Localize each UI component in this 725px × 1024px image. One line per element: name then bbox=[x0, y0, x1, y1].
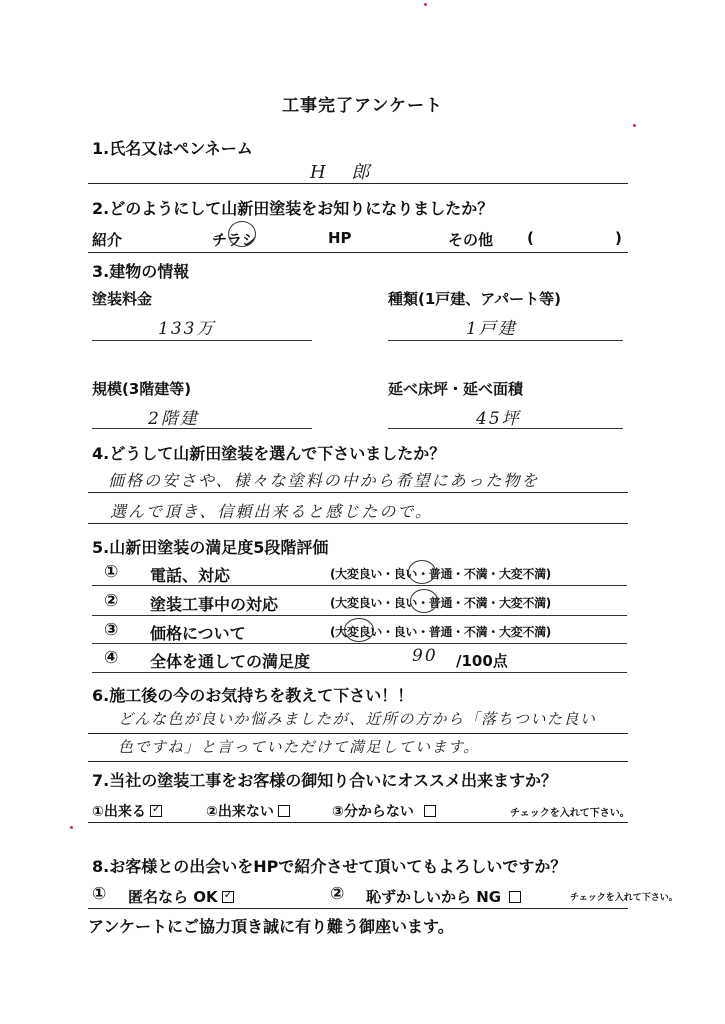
q7-question: 7.当社の塗装工事をお客様の御知り合いにオススメ出来ますか？ bbox=[92, 771, 558, 790]
footer-thanks: アンケートにご協力頂き誠に有り難う御座います。 bbox=[88, 917, 454, 936]
q7-option-can-checkbox[interactable] bbox=[150, 802, 162, 817]
q8-option2-checkbox[interactable] bbox=[509, 891, 521, 903]
q8-question: 8.お客様との出会いをHPで紹介させて頂いてもよろしいですか？ bbox=[92, 857, 567, 876]
q3-type-line bbox=[388, 340, 623, 341]
q5-item-3-line bbox=[92, 643, 627, 644]
q5-item-3-selected-circle bbox=[344, 618, 374, 642]
q4-line-1 bbox=[88, 492, 628, 493]
q5-item-3-number: ③ bbox=[104, 620, 119, 640]
q3-area-line bbox=[388, 428, 623, 429]
check-mark-icon: ✓ bbox=[151, 802, 162, 815]
stray-mark bbox=[424, 3, 427, 6]
q8-option1[interactable] bbox=[128, 886, 234, 907]
q5-question: 5.山新田塗装の満足度5段階評価 bbox=[92, 538, 329, 557]
q6-answer-line-2: 色ですね」と言っていただけて満足しています。 bbox=[118, 738, 480, 756]
q3-scale-line bbox=[92, 428, 312, 429]
q2-option-flyer: チラシ bbox=[212, 231, 258, 249]
q7-option-unsure[interactable] bbox=[332, 801, 436, 821]
q7-option-unsure-label: ③分からない bbox=[332, 804, 414, 820]
q8-option1-label: 匿名なら OK bbox=[128, 888, 218, 906]
q7-option-unsure-checkbox[interactable] bbox=[424, 805, 436, 817]
q5-item-1-line bbox=[92, 585, 627, 586]
q8-line bbox=[88, 908, 628, 909]
q2-paren-open: ( bbox=[527, 229, 534, 247]
q7-note: チェックを入れて下さい。 bbox=[510, 808, 630, 819]
q4-answer-line-2: 選んで頂き、信頼出来ると感じたので。 bbox=[110, 502, 434, 521]
stray-mark bbox=[70, 826, 73, 829]
q5-item-2-selected-circle bbox=[410, 589, 438, 613]
q2-option-other: その他 bbox=[448, 231, 494, 249]
q5-item-2-label: 塗装工事中の対応 bbox=[150, 595, 279, 614]
q3-price-value: 133万 bbox=[158, 319, 216, 339]
q2-selected-circle bbox=[228, 221, 256, 247]
q5-item-1-label: 電話、対応 bbox=[150, 566, 231, 585]
q5-item-3-label: 価格について bbox=[150, 624, 246, 643]
q3-price-label: 塗装料金 bbox=[92, 290, 153, 308]
q3-scale-value: 2階建 bbox=[148, 409, 199, 429]
q7-option-cannot-checkbox[interactable] bbox=[278, 805, 290, 817]
q5-overall-number: ④ bbox=[104, 648, 119, 668]
q2-question: 2.どのようにして山新田塗装をお知りになりましたか？ bbox=[92, 199, 494, 218]
q5-item-3-scale: (大変良い・良い・普通・不満・大変不満) bbox=[330, 625, 551, 639]
q3-question: 3.建物の情報 bbox=[92, 262, 190, 281]
q5-item-2-number: ② bbox=[104, 591, 119, 611]
q2-option-referral: 紹介 bbox=[92, 231, 123, 249]
q7-option-can-label: ①出来る bbox=[92, 804, 146, 820]
q5-overall-score: 90 bbox=[412, 646, 438, 666]
q2-option-hp: HP bbox=[328, 229, 352, 247]
q7-line bbox=[88, 822, 628, 823]
q3-type-value: 1戸建 bbox=[466, 319, 517, 339]
q5-item-2-scale: (大変良い・良い・普通・不満・大変不満) bbox=[330, 596, 551, 610]
q1-question: 1.氏名又はペンネーム bbox=[92, 139, 253, 158]
q5-item-1-number: ① bbox=[104, 562, 119, 582]
q6-line-2 bbox=[88, 761, 628, 762]
q3-scale-label: 規模(3階建等) bbox=[92, 380, 192, 398]
q3-type-label: 種類(1戸建、アパート等) bbox=[388, 290, 561, 308]
q4-question: 4.どうして山新田塗装を選んで下さいましたか？ bbox=[92, 444, 446, 463]
q8-option2-number: ② bbox=[330, 884, 345, 904]
q2-line bbox=[88, 252, 628, 253]
q8-note: チェックを入れて下さい。 bbox=[570, 893, 678, 903]
q4-line-2 bbox=[88, 523, 628, 524]
q5-overall-suffix: /100点 bbox=[456, 652, 508, 670]
stray-mark bbox=[633, 124, 636, 127]
q3-area-label: 延べ床坪・延べ面積 bbox=[388, 380, 524, 398]
q5-overall-line bbox=[92, 672, 627, 673]
q4-answer-line-1: 価格の安さや、様々な塗料の中から希望にあった物を bbox=[108, 471, 540, 490]
q7-option-cannot[interactable] bbox=[206, 801, 290, 821]
q1-line bbox=[88, 183, 628, 184]
q3-area-value: 45坪 bbox=[476, 409, 521, 429]
q8-option2[interactable] bbox=[366, 886, 521, 907]
q2-paren-close: ) bbox=[615, 229, 622, 247]
q8-option2-label: 恥ずかしいから NG bbox=[366, 888, 502, 906]
q5-overall-label: 全体を通しての満足度 bbox=[150, 652, 311, 671]
q3-price-line bbox=[92, 340, 312, 341]
q5-item-2-line bbox=[92, 615, 627, 616]
q5-item-1-scale: (大変良い・良い・普通・不満・大変不満) bbox=[330, 567, 551, 581]
q5-item-1-selected-circle bbox=[408, 560, 436, 584]
q1-answer: H 郎 bbox=[310, 162, 380, 183]
q6-question: 6.施工後の今のお気持ちを教えて下さい！！ bbox=[92, 686, 414, 705]
page-title: 工事完了アンケート bbox=[282, 96, 443, 116]
q6-line-1 bbox=[88, 733, 628, 734]
check-mark-icon: ✓ bbox=[223, 888, 233, 901]
q7-option-can[interactable] bbox=[92, 801, 162, 821]
q8-option1-number: ① bbox=[92, 884, 107, 904]
q7-option-cannot-label: ②出来ない bbox=[206, 804, 274, 820]
q8-option1-checkbox[interactable] bbox=[222, 888, 234, 903]
q6-answer-line-1: どんな色が良いか悩みましたが、近所の方から「落ちついた良い bbox=[118, 710, 597, 728]
